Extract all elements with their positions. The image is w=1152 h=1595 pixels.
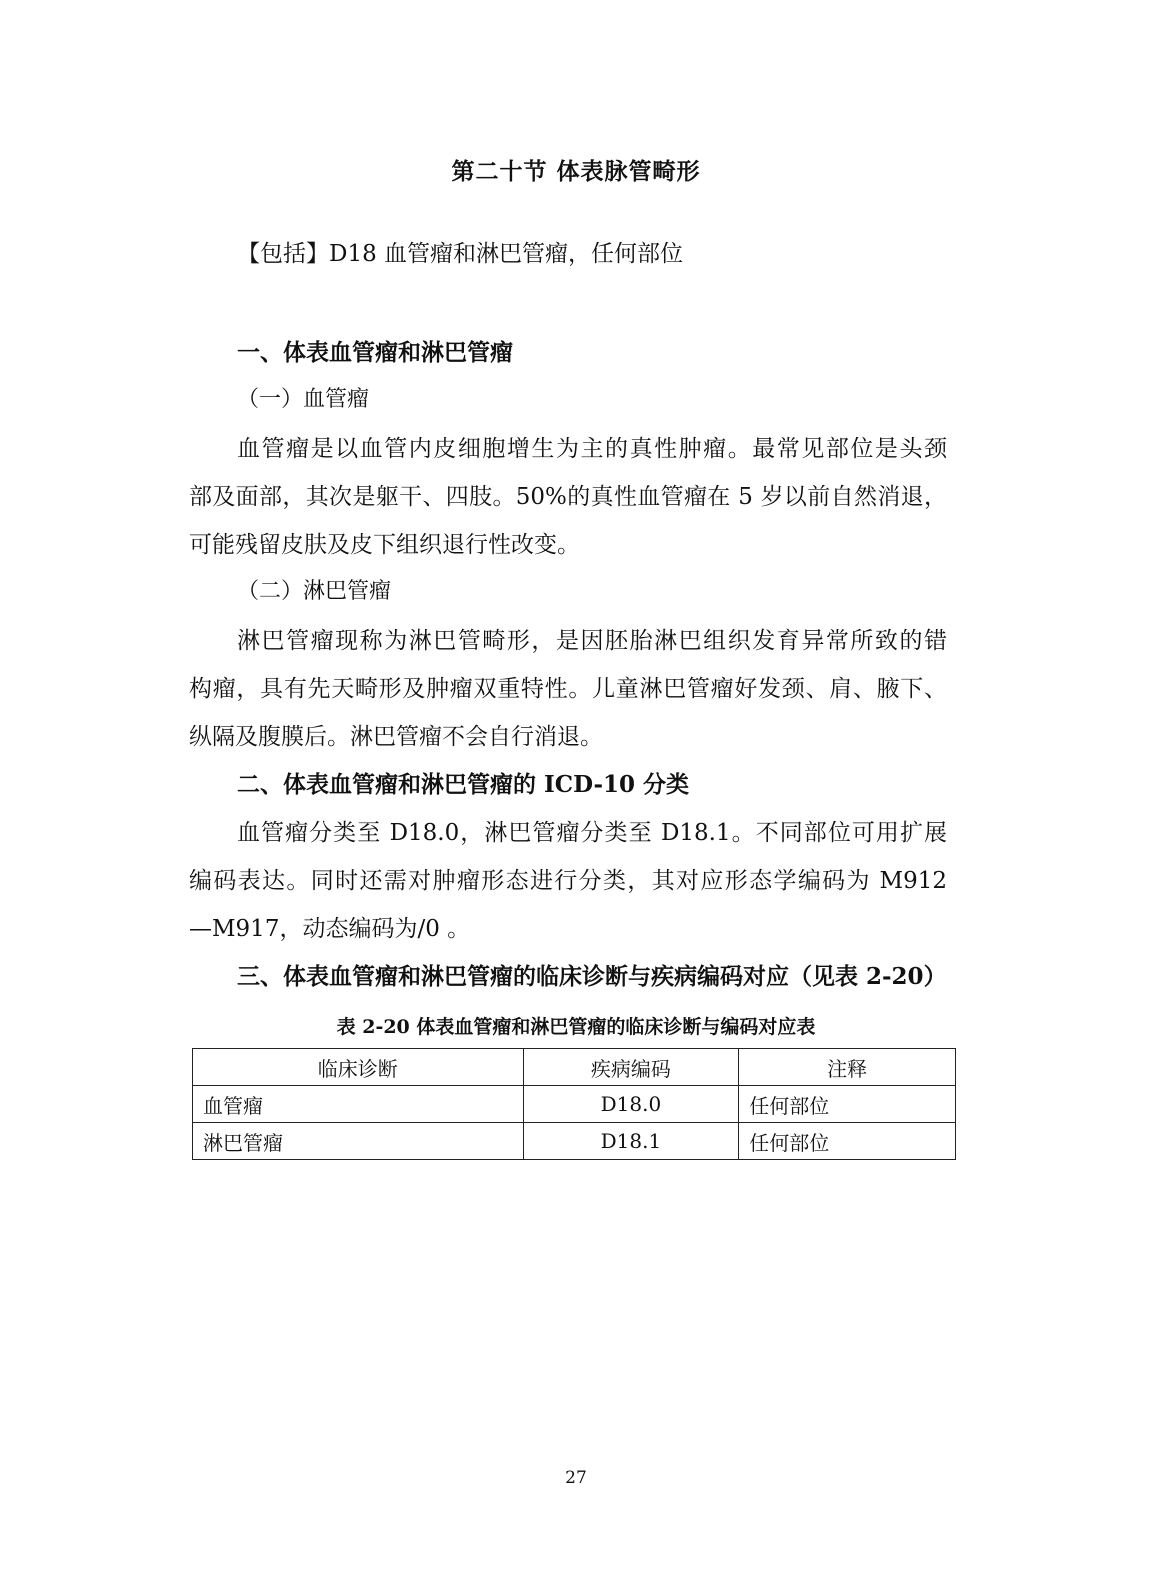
paragraph-line: 构瘤，具有先天畸形及肿瘤双重特性。儿童淋巴管瘤好发颈、肩、腋下、 [189, 676, 947, 702]
table-cell: 淋巴管瘤 [193, 1123, 524, 1160]
table-cell: 任何部位 [739, 1086, 956, 1123]
include-line: 【包括】D18 血管瘤和淋巴管瘤，任何部位 [237, 241, 684, 267]
paragraph-line: 可能残留皮肤及皮下组织退行性改变。 [189, 532, 580, 558]
table-cell: D18.0 [523, 1086, 739, 1123]
table-cell: 血管瘤 [193, 1086, 524, 1123]
table-row [193, 1086, 956, 1123]
table-caption: 表 2-20 体表血管瘤和淋巴管瘤的临床诊断与编码对应表 [336, 1016, 816, 1038]
table-header-row [193, 1049, 956, 1086]
table-header: 疾病编码 [523, 1049, 739, 1086]
heading-1: 一、体表血管瘤和淋巴管瘤 [237, 339, 513, 366]
paragraph-line: 编码表达。同时还需对肿瘤形态进行分类，其对应形态学编码为 M912 [189, 868, 947, 894]
paragraph-line: 纵隔及腹膜后。淋巴管瘤不会自行消退。 [189, 724, 603, 750]
paragraph-line: —M917，动态编码为/0 。 [189, 916, 471, 942]
table-header: 临床诊断 [193, 1049, 524, 1086]
paragraph-line: 血管瘤分类至 D18.0，淋巴管瘤分类至 D18.1。不同部位可用扩展 [237, 820, 947, 846]
section-title: 第二十节 体表脉管畸形 [451, 158, 701, 185]
paragraph-line: 部及面部，其次是躯干、四肢。50%的真性血管瘤在 5 岁以前自然消退， [189, 484, 947, 510]
diagnosis-code-table [192, 1048, 956, 1160]
subheading-lymphangioma: （二）淋巴管瘤 [237, 579, 392, 604]
table-cell: D18.1 [523, 1123, 739, 1160]
page-number: 27 [565, 1468, 587, 1488]
table-cell: 任何部位 [739, 1123, 956, 1160]
paragraph-line: 血管瘤是以血管内皮细胞增生为主的真性肿瘤。最常见部位是头颈 [237, 436, 947, 462]
heading-3: 三、体表血管瘤和淋巴管瘤的临床诊断与疾病编码对应（见表 2-20） [237, 963, 947, 990]
table-row [193, 1123, 956, 1160]
table-header: 注释 [739, 1049, 956, 1086]
subheading-hemangioma: （一）血管瘤 [237, 387, 370, 412]
heading-2: 二、体表血管瘤和淋巴管瘤的 ICD-10 分类 [237, 771, 690, 798]
paragraph-line: 淋巴管瘤现称为淋巴管畸形，是因胚胎淋巴组织发育异常所致的错 [237, 628, 947, 654]
